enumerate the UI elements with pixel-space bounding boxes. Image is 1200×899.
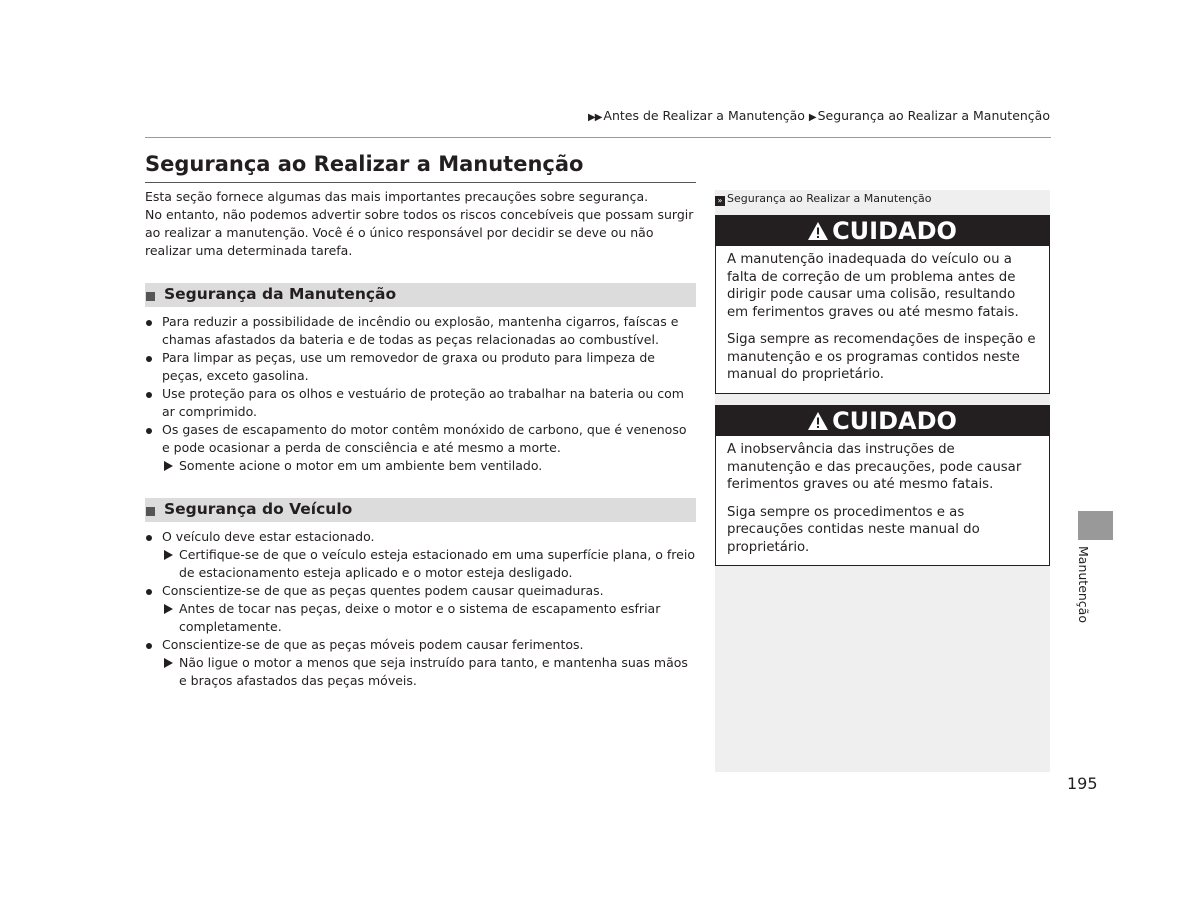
caution-box-1 [715, 215, 1050, 394]
list-item [145, 349, 697, 385]
bullet-icon [146, 589, 152, 595]
caution-header [716, 216, 1049, 246]
warning-triangle-icon [808, 412, 828, 430]
bullet-icon [146, 535, 152, 541]
bullet-icon [146, 392, 152, 398]
sub-item-text: Não ligue o motor a menos que seja instruído para tanto, e mantenha suas mãos e braços afastados das peças móveis. [179, 655, 688, 688]
page-number: 195 [1067, 774, 1098, 793]
section-heading-maintenance-safety [145, 283, 696, 307]
caution-body [716, 436, 1049, 565]
caution-paragraph: Siga sempre as recomendações de inspeção e manutenção e os programas contidos neste manual do proprietário. [727, 332, 1036, 382]
list-item [145, 421, 697, 475]
triangle-arrow-icon [164, 550, 173, 560]
list-item [145, 636, 697, 690]
triangle-arrow-icon [164, 658, 173, 668]
section-title: Segurança da Manutenção [164, 285, 397, 303]
caution-paragraph: Siga sempre os procedimentos e as precauções contidas neste manual do proprietário. [727, 504, 980, 555]
square-bullet-icon [146, 507, 155, 516]
caution-title: CUIDADO [832, 407, 957, 435]
double-arrow-icon: ▶▶ [588, 112, 602, 123]
list-item [145, 313, 697, 349]
breadcrumb-item-2[interactable]: Segurança ao Realizar a Manutenção [817, 108, 1050, 123]
caution-title: CUIDADO [832, 217, 957, 245]
list-item [145, 385, 697, 421]
list-item [145, 582, 697, 636]
caution-paragraph: A inobservância das instruções de manutenção e das precauções, pode causar ferimentos graves ou até mesmo fatais. [727, 442, 1022, 492]
breadcrumb-item-1[interactable]: Antes de Realizar a Manutenção [603, 108, 805, 123]
warning-triangle-icon [808, 222, 828, 240]
bullet-icon [146, 428, 152, 434]
sidebar-reference[interactable] [715, 192, 931, 206]
sub-item-text: Antes de tocar nas peças, deixe o motor e o sistema de escapamento esfriar completamente. [179, 601, 661, 634]
list-item-text: Conscientize-se de que as peças móveis podem causar ferimentos. [162, 637, 584, 652]
list-item-text: O veículo deve estar estacionado. [162, 529, 375, 544]
arrow-icon: ▶ [808, 112, 816, 123]
chapter-tab[interactable] [1078, 511, 1113, 540]
sub-item [162, 546, 697, 582]
sub-item [162, 600, 697, 636]
header-rule [145, 137, 1051, 138]
list-item-text: Use proteção para os olhos e vestuário de proteção ao trabalhar na bateria ou com ar comprimido. [162, 386, 684, 419]
caution-body [716, 246, 1049, 393]
breadcrumb [588, 108, 1050, 123]
triangle-arrow-icon [164, 461, 173, 471]
sub-item [162, 654, 697, 690]
sub-item [162, 457, 697, 475]
bullet-icon [146, 356, 152, 362]
reference-arrow-icon: » [715, 196, 725, 206]
title-rule [145, 182, 696, 183]
list-item-text: Conscientize-se de que as peças quentes podem causar queimaduras. [162, 583, 604, 598]
maintenance-safety-list [145, 313, 697, 475]
bullet-icon [146, 320, 152, 326]
list-item [145, 528, 697, 582]
caution-box-2 [715, 405, 1050, 566]
sub-item-text: Somente acione o motor em um ambiente bem ventilado. [179, 458, 543, 473]
section-title: Segurança do Veículo [164, 500, 353, 518]
bullet-icon [146, 643, 152, 649]
vehicle-safety-list [145, 528, 697, 690]
sidebar-reference-text: Segurança ao Realizar a Manutenção [727, 192, 932, 205]
list-item-text: Para reduzir a possibilidade de incêndio ou explosão, mantenha cigarros, faíscas e chamas afastados da bateria e de todas as peças relacionadas ao combustível. [162, 314, 679, 347]
intro-paragraph [145, 188, 695, 260]
sub-item-text: Certifique-se de que o veículo esteja estacionado em uma superfície plana, o freio de estacionamento esteja aplicado e o motor esteja desligado. [179, 547, 695, 580]
triangle-arrow-icon [164, 604, 173, 614]
chapter-tab-label: Manutenção [1076, 546, 1091, 623]
caution-header [716, 406, 1049, 436]
caution-paragraph: A manutenção inadequada do veículo ou a falta de correção de um problema antes de dirigir pode causar uma colisão, resultando em ferimentos graves ou até mesmo fatais. [727, 252, 1019, 320]
intro-text: Esta seção fornece algumas das mais importantes precauções sobre segurança. No entanto, não podemos advertir sobre todos os riscos concebíveis que possam surgir ao realizar a manutenção. Você é o único responsável por decidir se deve ou não realizar uma determinada tarefa. [145, 189, 694, 258]
list-item-text: Os gases de escapamento do motor contêm monóxido de carbono, que é venenoso e pode ocasionar a perda de consciência e até mesmo a morte. [162, 422, 687, 455]
square-bullet-icon [146, 292, 155, 301]
section-heading-vehicle-safety [145, 498, 696, 522]
page-title: Segurança ao Realizar a Manutenção [145, 152, 584, 176]
list-item-text: Para limpar as peças, use um removedor de graxa ou produto para limpeza de peças, exceto gasolina. [162, 350, 655, 383]
